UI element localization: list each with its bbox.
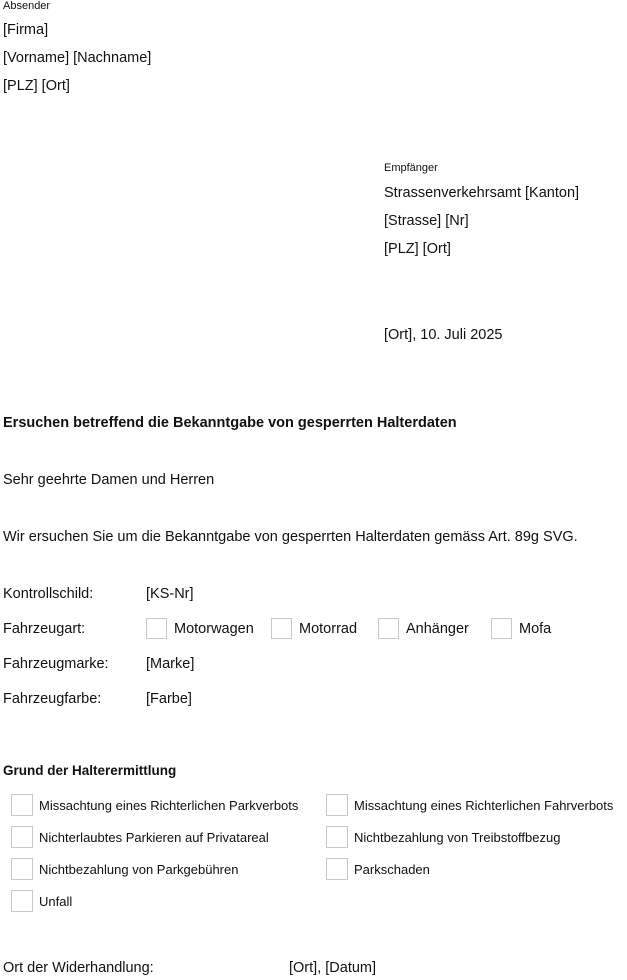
reason-checkbox-fahrverbot[interactable] (326, 794, 348, 816)
reason-checkbox-unfall[interactable] (11, 890, 33, 912)
vehicle-type-mofa-label: Mofa (519, 621, 552, 637)
sender-label: Absender (3, 0, 51, 12)
plate-value: [KS-Nr] (146, 586, 194, 602)
color-label: Fahrzeugfarbe: (3, 691, 102, 707)
reason-heading: Grund der Halterermittlung (3, 763, 177, 778)
recipient-label: Empfänger (384, 162, 438, 174)
reason-checkbox-parkverbot[interactable] (11, 794, 33, 816)
reason-checkbox-parkschaden[interactable] (326, 858, 348, 880)
reason-parkverbot-label: Missachtung eines Richterlichen Parkverbots (39, 798, 299, 813)
vehicle-type-checkbox-motorwagen[interactable] (146, 618, 167, 639)
brand-label: Fahrzeugmarke: (3, 656, 109, 672)
vehicle-type-motorrad-label: Motorrad (299, 621, 358, 637)
reason-privatareal-label: Nichterlaubtes Parkieren auf Privatareal (39, 830, 269, 845)
date-line: [Ort], 10. Juli 2025 (384, 327, 503, 343)
subject-heading: Ersuchen betreffend die Bekanntgabe von gesperrten Halterdaten (3, 415, 457, 431)
reason-checkbox-privatareal[interactable] (11, 826, 33, 848)
recipient-office: Strassenverkehrsamt [Kanton] (384, 185, 580, 201)
reason-treibstoff-label: Nichtbezahlung von Treibstoffbezug (354, 830, 561, 845)
sender-city: [PLZ] [Ort] (3, 78, 70, 94)
vehicle-type-label: Fahrzeugart: (3, 621, 86, 637)
color-value: [Farbe] (146, 691, 192, 707)
reason-parkgebuehren-label: Nichtbezahlung von Parkgebühren (39, 862, 239, 877)
recipient-city: [PLZ] [Ort] (384, 241, 451, 257)
reason-parkschaden-label: Parkschaden (354, 862, 430, 877)
vehicle-type-checkbox-motorrad[interactable] (271, 618, 292, 639)
sender-company: [Firma] (3, 22, 49, 38)
offense-place-label: Ort der Widerhandlung: (3, 960, 154, 976)
vehicle-type-motorwagen-label: Motorwagen (174, 621, 254, 637)
vehicle-type-checkbox-mofa[interactable] (491, 618, 512, 639)
offense-place-value: [Ort], [Datum] (289, 960, 377, 976)
reason-fahrverbot-label: Missachtung eines Richterlichen Fahrverbots (354, 798, 614, 813)
reason-unfall-label: Unfall (39, 894, 73, 909)
salutation: Sehr geehrte Damen und Herren (3, 472, 215, 488)
reason-checkbox-treibstoff[interactable] (326, 826, 348, 848)
plate-label: Kontrollschild: (3, 586, 94, 602)
recipient-street: [Strasse] [Nr] (384, 213, 469, 229)
reason-checkbox-parkgebuehren[interactable] (11, 858, 33, 880)
vehicle-type-checkbox-anhaenger[interactable] (378, 618, 399, 639)
sender-name: [Vorname] [Nachname] (3, 50, 152, 66)
vehicle-type-anhaenger-label: Anhänger (406, 621, 469, 637)
body-text: Wir ersuchen Sie um die Bekanntgabe von gesperrten Halterdaten gemäss Art. 89g SVG. (3, 529, 578, 545)
brand-value: [Marke] (146, 656, 195, 672)
